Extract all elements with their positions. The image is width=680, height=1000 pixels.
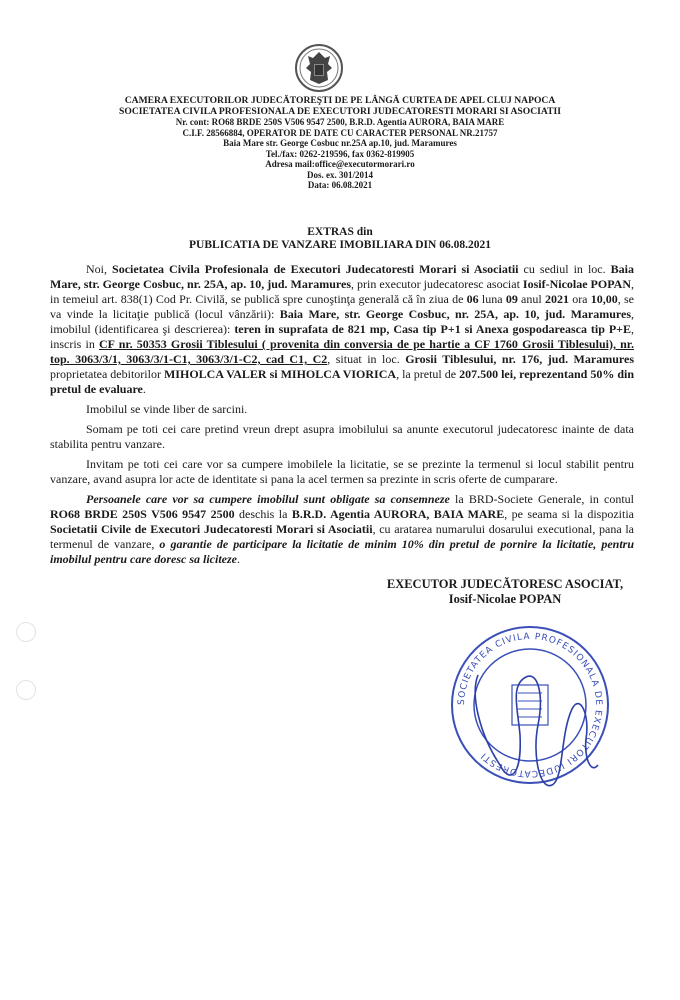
header-file-number: Dos. ex. 301/2014 <box>307 169 373 180</box>
signature-block <box>360 577 650 607</box>
header-address: Baia Mare str. George Cosbuc nr.25A ap.10, jud. Maramures <box>223 138 457 148</box>
header-phone: Tel./fax: 0262-219596, fax 0362-819905 <box>265 148 415 159</box>
stamp-ring-text: SOCIETATEA CIVILA PROFESIONALA DE EXECUTORI JUDECATORESTI <box>456 631 604 779</box>
punch-hole-mark <box>16 622 36 642</box>
header-account: Nr. cont: RO68 BRDE 250S V506 9547 2500, B.R.D. Agentia AURORA, BAIA MARE <box>175 117 505 127</box>
paragraph-no-encumbrances: Imobilul se vinde liber de sarcini. <box>86 402 248 416</box>
letterhead <box>80 96 600 191</box>
coat-of-arms-icon <box>294 40 344 96</box>
document-title <box>60 226 620 252</box>
land-registry-reference: CF nr. 50353 Grosii Tiblesului ( provenita din conversia de pe hartie a CF 1760 Grosii Tiblesului), nr. top. 3063/3/1, 3063/3/1-C1, 3063/3/1-C2, cad C1, C2 <box>50 337 634 366</box>
paragraph-deposit: Persoanele care vor sa cumpere imobilul sunt obligate sa consemneze la BRD-Societe Generale, in contul RO68 BRDE 250S V506 9547 2500 deschis la B.R.D. Agentia AURORA, BAIA MARE, pe seama si la dispozitia Societatii Civile de Executori Judecatoresti Morari si Asociatii, cu aratarea numarului dosarului executional, pana la termenul de vanzare, o garantie de participare la licitatie de minim 10% din pretul de pornire la licitatie, pentru imobilul pentru care doresc sa liciteze. <box>50 492 634 566</box>
official-stamp-icon <box>440 615 620 795</box>
title-line-extract: EXTRAS din <box>307 226 373 238</box>
signer-role: EXECUTOR JUDECĂTORESC ASOCIAT, <box>386 577 624 591</box>
paragraph-sale-notice: Noi, Societatea Civila Profesionala de Executori Judecatoresti Morari si Asociatii cu sediul in loc. Baia Mare, str. George Cosbuc, nr. 25A, ap. 10, jud. Maramures, prin executor judecatoresc asociat Iosif-Nicolae POPAN, in temeiul art. 838(1) Cod Pr. Civilă, se publică spre cunoştinţa generală că în ziua de 06 luna 09 anul 2021 ora 10,00, se va vinde la licitaţie publică (locul vânzării): Baia Mare, str. George Cosbuc, nr. 25A, ap. 10, jud. Maramures, imobilul (identificarea şi descrierea): teren in suprafata de 821 mp, Casa tip P+1 si Anexa gospodareasca tip P+E, inscris in CF nr. 50353 Grosii Tiblesului ( provenita din conversia de pe hartie a CF 1760 Grosii Tiblesului), nr. top. 3063/3/1, 3063/3/1-C1, 3063/3/1-C2, cad C1, C2, situat in loc. Grosii Tiblesului, nr. 176, jud. Maramures proprietatea debitorilor MIHOLCA VALER si MIHOLCA VIORICA, la pretul de 207.500 lei, reprezentand 50% din pretul de evaluare. <box>50 262 635 396</box>
punch-hole-mark <box>16 680 36 700</box>
header-cif: C.I.F. 28566884, OPERATOR DE DATE CU CARACTER PERSONAL NR.21757 <box>182 127 498 138</box>
paragraph-invitation: Invitam pe toti cei care vor sa cumpere imobilele la licitatie, se se prezinte la termenul si locul stabilit pentru vanzare, avand asupra lor acte de identitate si pana la acel termen sa prezinte in scris oferte de cumparare. <box>50 457 634 486</box>
header-company: SOCIETATEA CIVILA PROFESIONALA DE EXECUTORI JUDECATORESTI MORARI SI ASOCIATII <box>119 105 561 117</box>
header-chamber: CAMERA EXECUTORILOR JUDECĂTOREŞTI DE PE LÂNGĂ CURTEA DE APEL CLUJ NAPOCA <box>124 95 556 106</box>
header-date: Data: 06.08.2021 <box>307 180 373 190</box>
header-email: Adresa mail:office@executormorari.ro <box>265 159 415 169</box>
document-body <box>50 262 634 572</box>
sale-price: 207.500 lei, reprezentand 50% din pretul de evaluare <box>50 367 635 396</box>
title-line-publication: PUBLICATIA DE VANZARE IMOBILIARA DIN 06.08.2021 <box>189 239 491 251</box>
paragraph-summons: Somam pe toti cei care pretind vreun drept asupra imobilului sa anunte executorul judecatoresc inainte de data stabilita pentru vanzare. <box>50 422 634 451</box>
signer-name: Iosif-Nicolae POPAN <box>448 592 562 606</box>
